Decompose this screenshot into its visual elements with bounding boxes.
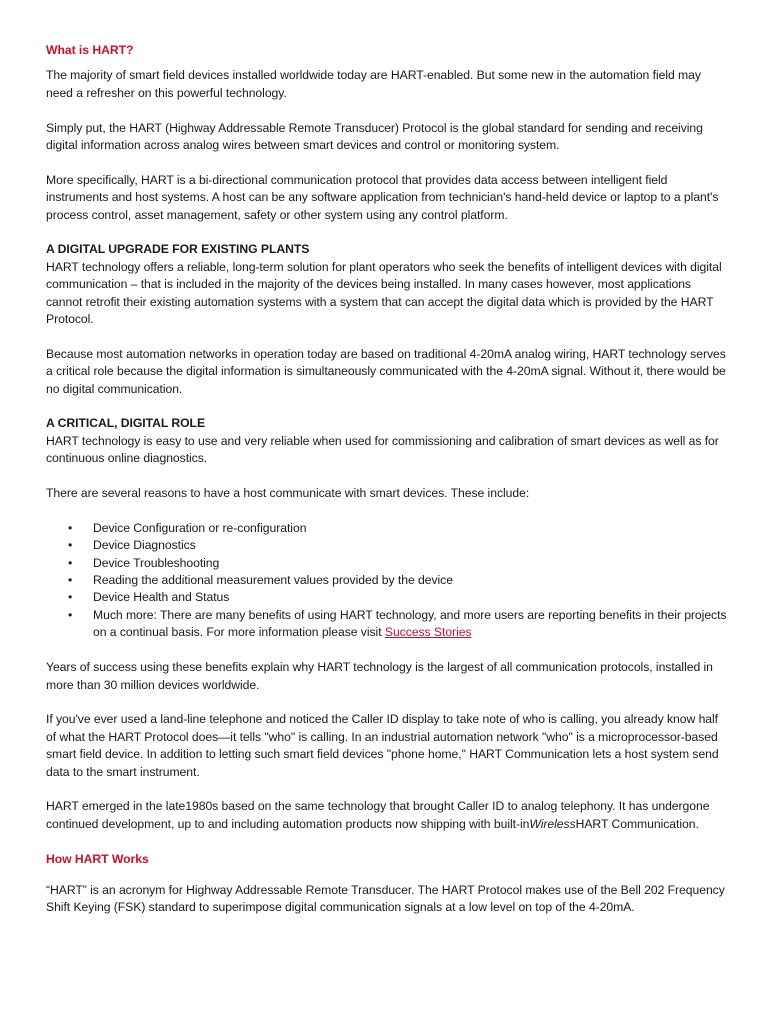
section-heading-critical-role: A CRITICAL, DIGITAL ROLE — [46, 416, 206, 431]
wireless-italic: Wireless — [529, 816, 576, 831]
paragraph: The majority of smart field devices installed worldwide today are HART-enabled. But some new in the automation field may need a refresher on this powerful technology. — [46, 68, 701, 100]
list-item: • Much more: There are many benefits of using HART technology, and more users are reporting benefits in their projects on a continual basis. For more information please visit Success Stories — [68, 607, 727, 640]
list-item: • Device Troubleshooting — [46, 555, 728, 572]
section-heading-how-hart-works: How HART Works — [46, 851, 149, 866]
success-stories-link[interactable]: Success Stories — [384, 625, 472, 640]
paragraph: Years of success using these benefits explain why HART technology is the largest of all communication protocols, installed in more than 30 million devices worldwide. — [46, 660, 713, 692]
paragraph: “HART” is an acronym for Highway Addressable Remote Transducer. The HART Protocol makes use of the Bell 202 Frequency Shift Keying (FSK) standard to superimpose digital communication signals at a low level on top of the 4-20mA. — [46, 882, 725, 915]
section-heading-what-is-hart: What is HART? — [46, 43, 134, 57]
list-item: • Device Diagnostics — [46, 537, 728, 554]
bullet-icon: • — [68, 607, 73, 622]
bullet-icon: • — [68, 555, 73, 570]
paragraph: If you've ever used a land-line telephone and noticed the Caller ID display to take note of who is calling, you already know half of what the HART Protocol does—it tells "who" is calling. In an industrial automation network "who" is a microprocessor-based smart field device. In addition to letting such smart field devices "phone home," HART Communication lets a host system send data to the smart instrument. — [46, 712, 719, 779]
paragraph: Because most automation networks in operation today are based on traditional 4-20mA analog wiring, HART technology serves a critical role because the digital information is simultaneously communicated with the 4-20mA signal. Without it, there would be no digital communication. — [46, 346, 726, 396]
paragraph: More specifically, HART is a bi-directional communication protocol that provides data access between intelligent field instruments and host systems. A host can be any software application from technician's hand-held device or laptop to a plant's process control, asset management, safety or other system using any control platform. — [46, 172, 719, 222]
paragraph: HART technology offers a reliable, long-term solution for plant operators who seek the benefits of intelligent devices with digital communication – that is included in the majority of the devices being installed. In many cases however, most applications cannot retrofit their existing automation systems with a system that can accept the digital data which is provided by the HART Protocol. — [46, 259, 722, 327]
reasons-list — [46, 520, 728, 642]
paragraph: There are several reasons to have a host communicate with smart devices. These include: — [46, 486, 530, 501]
spacer — [46, 874, 728, 882]
bullet-icon: • — [68, 590, 73, 605]
list-item: • Device Health and Status — [46, 589, 728, 606]
paragraph: Simply put, the HART (Highway Addressable Remote Transducer) Protocol is the global standard for sending and receiving digital information across analog wires between smart devices and control or monitoring system. — [46, 120, 703, 153]
bullet-icon: • — [68, 520, 73, 535]
section-heading-digital-upgrade: A DIGITAL UPGRADE FOR EXISTING PLANTS — [46, 242, 310, 257]
bullet-icon: • — [68, 538, 73, 553]
list-item: • Device Configuration or re-configuration — [46, 520, 728, 537]
bullet-icon: • — [68, 573, 73, 588]
list-item: • Reading the additional measurement values provided by the device — [46, 572, 728, 589]
paragraph: HART emerged in the late1980s based on the same technology that brought Caller ID to analog telephony. It has undergone continued development, up to and including automation products now shipping with built-inWirelessHART Communication. — [46, 799, 710, 831]
paragraph: HART technology is easy to use and very reliable when used for commissioning and calibration of smart devices as well as for continuous online diagnostics. — [46, 433, 719, 466]
